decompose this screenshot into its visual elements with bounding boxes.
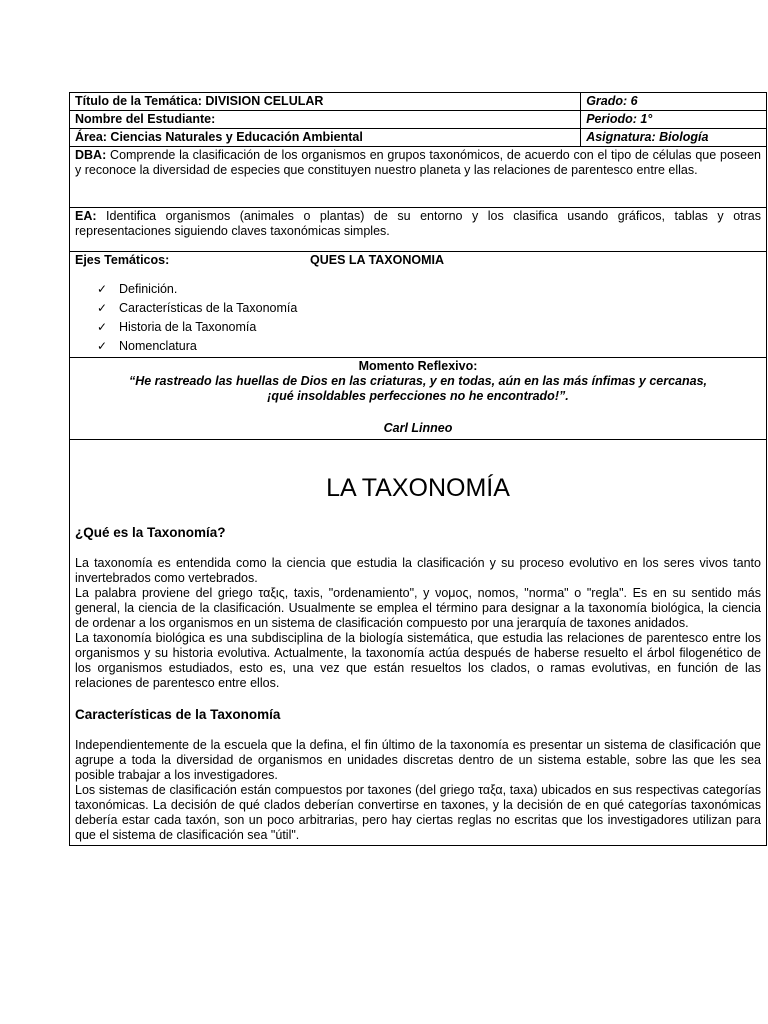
row-nombre [70, 111, 767, 129]
document-table [69, 92, 767, 846]
check-icon: ✓ [97, 282, 108, 296]
list-item: ✓ Definición. [97, 280, 761, 299]
ea-text: Identifica organismos (animales o plantas) de su entorno y los clasifica usando gráficos, tablas y otras representaciones siguiendo claves taxonómicas simples. [75, 209, 761, 238]
section2-title: Características de la Taxonomía [75, 707, 281, 722]
area: Área: Ciencias Naturales y Educación Ambiental [70, 129, 581, 147]
nombre-estudiante: Nombre del Estudiante: [70, 111, 581, 129]
reflexivo-quote-line1: “He rastreado las huellas de Dios en las criaturas, y en todas, aún en las más ínfimas y cercanas, [128, 374, 708, 388]
row-ea [70, 208, 767, 252]
ea-label: EA: [75, 209, 97, 223]
section2-paragraph: Independientemente de la escuela que la defina, el fin último de la taxonomía es presentar un sistema de clasificación que agrupe a toda la diversidad de organismos en unidades discretas dentro de un sistema estable, sobre las que les sea posible trabajar a los investigadores. [75, 738, 761, 782]
reflexivo-author: Carl Linneo [383, 421, 453, 435]
section2-paragraph: Los sistemas de clasificación están compuestos por taxones (del griego ταξα, taxa) ubicados en sus respectivas categorías taxonómicas. La decisión de qué clados deberían convertirse en taxones, y la decisión de en qué categorías taxonómicas debería estar cada taxón, son un poco arbitrarias, pero hay ciertas reglas no escritas que los investigadores utilizan para que el sistema de clasificación sea "útil". [75, 783, 761, 842]
content-cell [70, 440, 767, 846]
check-icon: ✓ [97, 320, 108, 334]
dba-cell [70, 147, 767, 208]
grado: Grado: 6 [581, 93, 767, 111]
list-item: ✓ Características de la Taxonomía [97, 299, 761, 318]
section1-paragraph: La taxonomía biológica es una subdisciplina de la biología sistemática, que estudia las relaciones de parentesco entre los organismos y su historia evolutiva. Actualmente, la taxonomía actúa después de haberse resuelto el árbol filogenético de los organismos estudiados, esto es, una vez que están resueltos los clados, o ramas evolutivas, en función de las relaciones de parentesco entre ellos. [75, 631, 761, 690]
reflexivo-cell [70, 358, 767, 440]
reflexivo-title: Momento Reflexivo: [358, 359, 478, 373]
row-ejes [70, 252, 767, 358]
check-icon: ✓ [97, 301, 108, 315]
row-dba [70, 147, 767, 208]
row-titulo [70, 93, 767, 111]
reflexivo-quote-line2: ¡qué insoldables perfecciones no he encontrado!”. [267, 389, 569, 403]
periodo: Periodo: 1° [581, 111, 767, 129]
section1-paragraph: La taxonomía es entendida como la ciencia que estudia la clasificación y su proceso evolutivo en los seres vivos tanto invertebrados como vertebrados. [75, 556, 761, 585]
ea-cell [70, 208, 767, 252]
ejes-label: Ejes Temáticos: [75, 253, 170, 267]
titulo-tematica: Título de la Temática: DIVISION CELULAR [70, 93, 581, 111]
section1-title: ¿Qué es la Taxonomía? [75, 525, 226, 540]
section1-paragraph: La palabra proviene del griego ταξις, taxis, "ordenamiento", y νομος, nomos, "norma" o "regla". Es en su sentido más general, la ciencia de la clasificación. Usualmente se emplea el término para designar a la taxonomía biológica, la ciencia de ordenar a los organismos en un sistema de clasificación compuesto por una jerarquía de taxones anidados. [75, 586, 761, 630]
list-item: ✓ Nomenclatura [97, 337, 761, 356]
dba-text: Comprende la clasificación de los organismos en grupos taxonómicos, de acuerdo con el tipo de células que poseen y reconoce la diversidad de especies que constituyen nuestro planeta y las relaciones de parentesco entre ellas. [75, 148, 761, 177]
asignatura: Asignatura: Biología [581, 129, 767, 147]
ejes-topic: QUES LA TAXONOMIA [310, 253, 445, 267]
row-area [70, 129, 767, 147]
row-content [70, 440, 767, 846]
row-reflexivo [70, 358, 767, 440]
main-title: LA TAXONOMÍA [326, 474, 510, 502]
list-item: ✓ Historia de la Taxonomía [97, 318, 761, 337]
ejes-cell [70, 252, 767, 358]
dba-label: DBA: [75, 148, 107, 162]
check-icon: ✓ [97, 339, 108, 353]
ejes-list [97, 280, 761, 356]
